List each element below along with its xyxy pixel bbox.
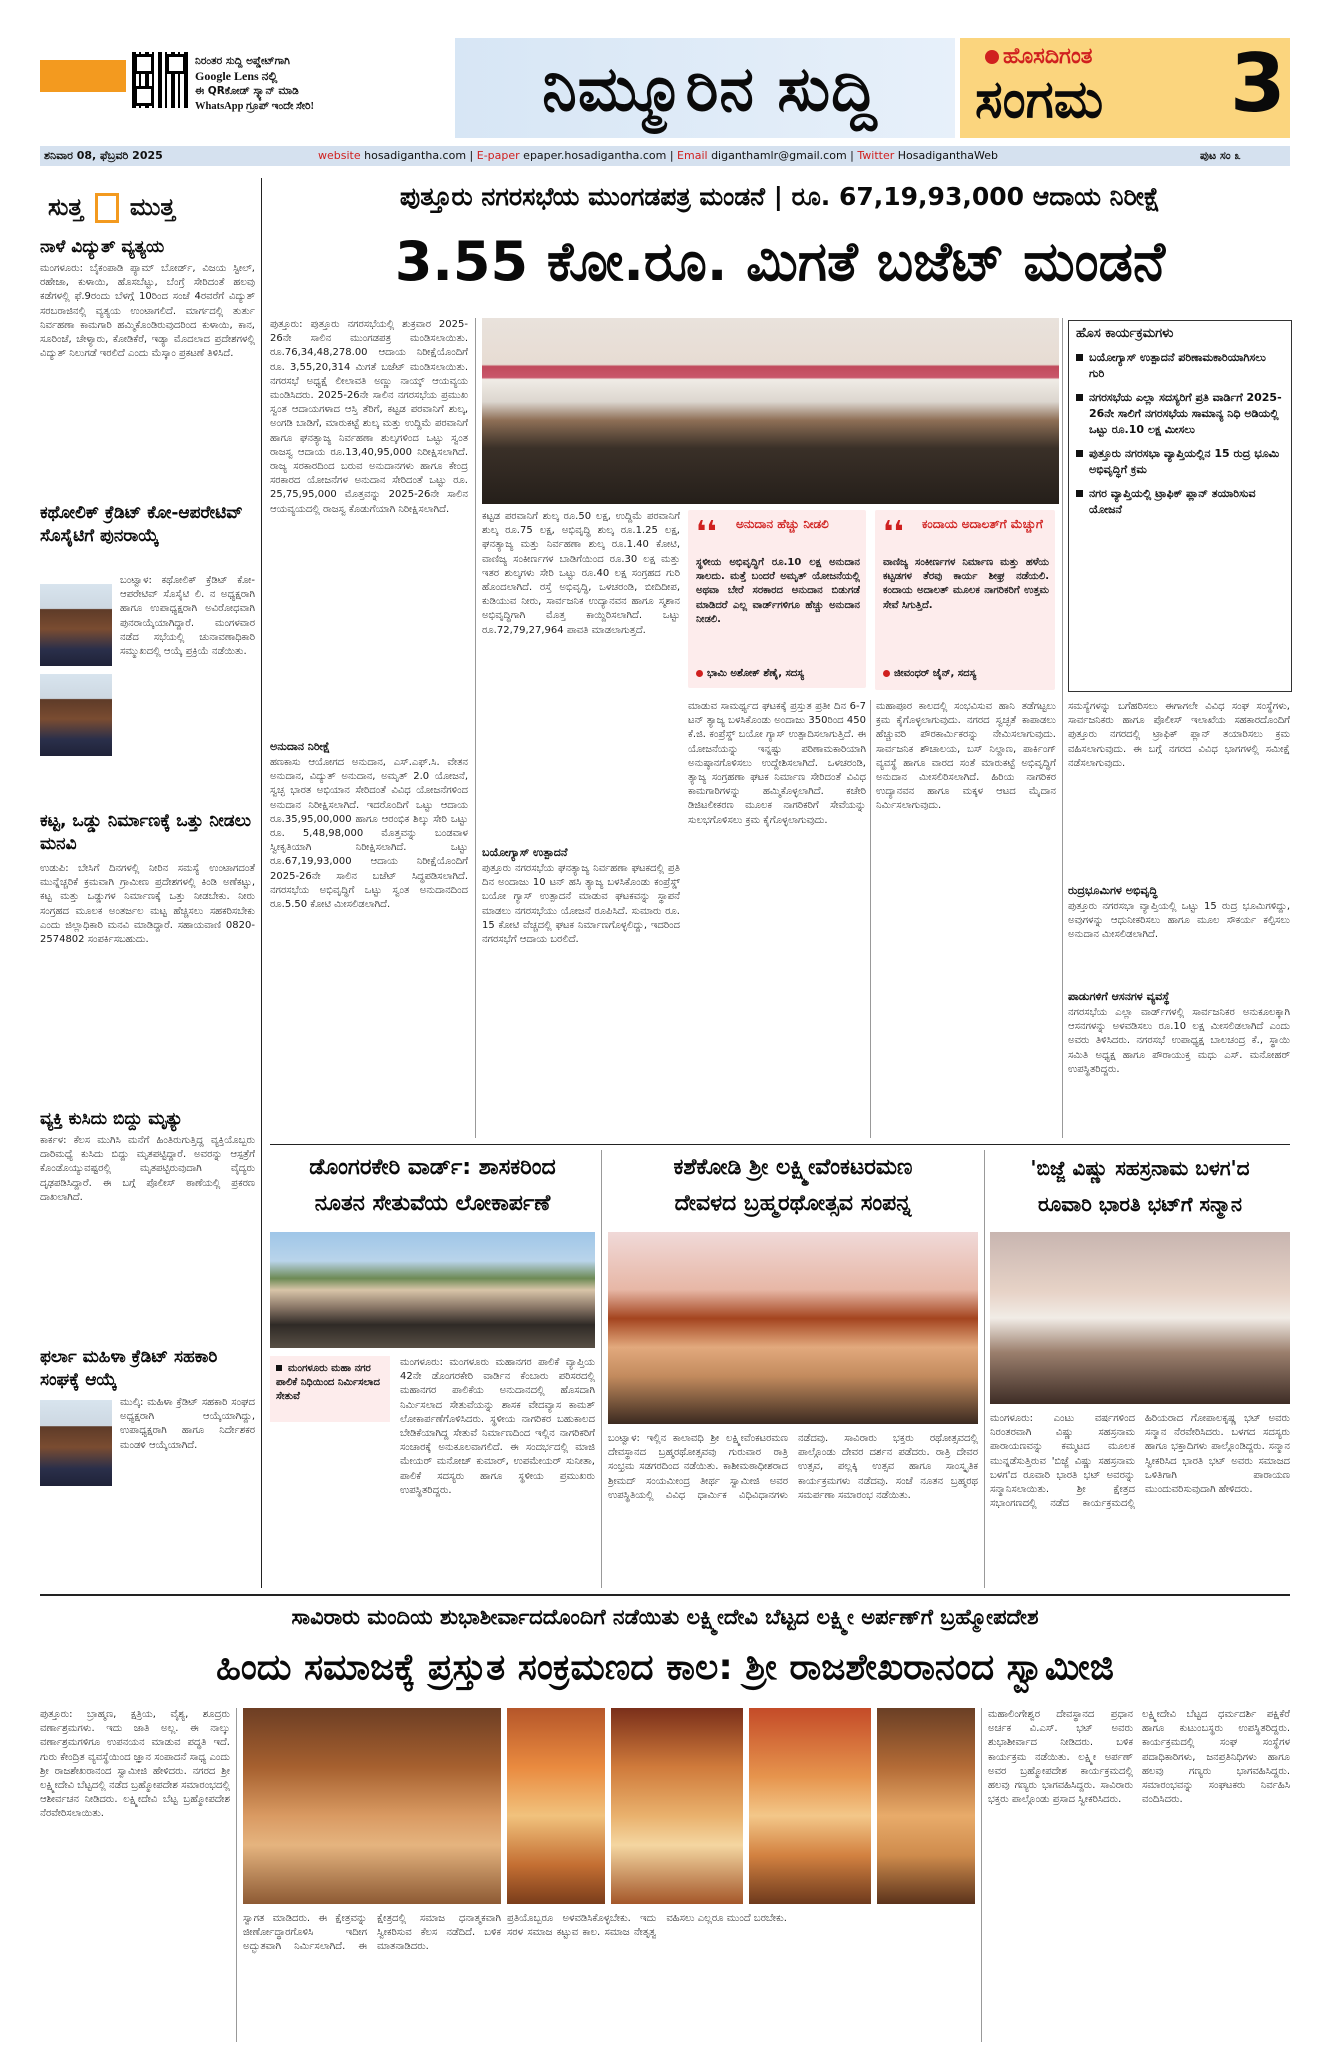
website-label: website [318, 149, 361, 162]
quote-title: ಕಂದಾಯ ಅದಾಲತ್‌ಗೆ ಮೆಚ್ಚುಗೆ [922, 517, 1043, 531]
sidebar-story-heading: ನಾಳೆ ವಿದ್ಯುತ್ ವ್ಯತ್ಯಯ [40, 237, 165, 257]
sidebar-title-part: ಮು [129, 193, 161, 221]
brand-logo [985, 44, 1092, 69]
temple-festival-photo [608, 1232, 978, 1424]
bottom-kicker: ಸಾವಿರಾರು ಮಂದಿಯ ಶುಭಾಶೀರ್ವಾದದೊಂದಿಗೆ ನಡೆಯಿತು ಲಕ್ಷ್ಮೀದೇವಿ ಬೆಟ್ಟದ ಲಕ್ಷ್ಮೀ ಅರ್ಪಣ್‌ಗೆ ಬ್ರಹ್ಮೋಪದೇಶ [291, 1605, 1039, 1629]
email-link[interactable]: diganthamlr@gmail.com [711, 149, 847, 162]
story-body: ಸ್ವಾಗತ ಮಾಡಿದರು. ಈ ಕ್ಷೇತ್ರವನ್ನು ಜೀರ್ಣೋದ್ಧಾರಗೊಳಿಸಿ ಇದೀಗ ಅದ್ಭುತವಾಗಿ ನಿರ್ಮಿಸಲಾಗಿದೆ. ಈ ಕ್ಷೇತ್ರದಲ್ಲಿ ಸಮಾಜ ಧನಾತ್ಮಕವಾಗಿ ಸ್ವೀಕರಿಸುವ ಕೆಲಸ ನಡೆದಿದೆ. ಬಳಿಕ ಮಾತನಾಡಿದರು. [243, 1913, 501, 1953]
lead-body: ಹಣಕಾಸು ಆಯೋಗದ ಅನುದಾನ, ಎಸ್.ಎಫ್.ಸಿ. ವೇತನ ಅನುದಾನ, ವಿದ್ಯುತ್ ಅನುದಾನ, ಅಮೃತ್ 2.0 ಯೋಜನೆ, ಸ್ವಚ್ಛ ಭಾರತ ಅಭಿಯಾನ ಸೇರಿದಂತೆ ವಿವಿಧ ಯೋಜನೆಗಳಿಂದ ಅನುದಾನ ನಿರೀಕ್ಷಿಸಲಾಗಿದೆ. ಇದರೊಂದಿಗೆ ಒಟ್ಟು ಆದಾಯ ರೂ.35,95,00,000 ಹಾಗೂ ಆರಂಭಿಕ ಶಿಲ್ಕು ಸೇರಿ ಒಟ್ಟು ರೂ. 5,48,98,000 ಮೊತ್ತವನ್ನು ಬಂಡವಾಳ ಸ್ವೀಕೃತಿಯಾಗಿ ನಿರೀಕ್ಷಿಸಲಾಗಿದೆ. ಒಟ್ಟು ರೂ.67,19,93,000 ಆದಾಯ ನಿರೀಕ್ಷೆಯೊಂದಿಗೆ 2025-26ನೇ ಸಾಲಿನ ಬಜೆಟ್ ಸಿದ್ಧಪಡಿಸಲಾಗಿದೆ. ನಗರಸಭೆಯ ಅಭಿವೃದ್ಧಿಗೆ ಒಟ್ಟು ಸ್ವಂತ ಅನುದಾನದಿಂದ ರೂ.5.50 ಕೋಟಿ ಮೀಸಲಿಡಲಾಗಿದೆ. [270, 757, 468, 911]
bullet-icon [1076, 394, 1083, 401]
twitter-label: Twitter [857, 149, 895, 162]
story-headline-line: ದೇವಳದ ಬ್ರಹ್ಮರಥೋತ್ಸವ ಸಂಪನ್ನ [674, 1191, 912, 1216]
ceremony-photo [507, 1708, 605, 1904]
story-body [270, 1430, 390, 1578]
sidebar-story-heading: ಫರ್ಲಾ ಮಹಿಳಾ ಕ್ರೆಡಿಟ್ ಸಹಕಾರಿ ಸಂಘಕ್ಕೆ ಆಯ್ಕೆ [40, 1347, 218, 1390]
highlight-item [1076, 446, 1284, 478]
ceremony-photo [243, 1708, 501, 1904]
bullet-icon [276, 1365, 282, 1371]
column-divider [984, 1150, 985, 1588]
page-title: ನಿಮ್ಮೂರಿನ ಸುದ್ದಿ [542, 52, 878, 125]
lead-body: ಪುತ್ತೂರು ನಗರಸಭೆಯ ಘನತ್ಯಾಜ್ಯ ನಿರ್ವಹಣಾ ಘಟಕದಲ್ಲಿ ಪ್ರತಿ ದಿನ ಅಂದಾಜು 10 ಟನ್ ಹಸಿ ತ್ಯಾಜ್ಯ ಬಳಸಿಕೊಂಡು ಕಂಪ್ರೆಸ್ಡ್ ಬಯೋ ಗ್ಯಾಸ್ ಉತ್ಪಾದನೆ ಮಾಡುವ ಘಟಕವನ್ನು ಸ್ಥಾಪನೆ ಮಾಡಲು ನಗರಸಭೆಯು ಯೋಜನೆ ರೂಪಿಸಿದೆ. ಸುಮಾರು ರೂ. 15 ಕೋಟಿ ವೆಚ್ಚದಲ್ಲಿ ಘಟಕ ನಿರ್ಮಾಣಗೊಳ್ಳಲಿದ್ದು, ಇದರಿಂದ ನಗರಸಭೆಗೆ ಆದಾಯ ಬರಲಿದೆ. [482, 863, 680, 946]
highlight-item [1076, 390, 1284, 438]
highlights-title: ಹೊಸ ಕಾರ್ಯಕ್ರಮಗಳು [1076, 326, 1174, 341]
masthead-accent-block [40, 60, 126, 92]
sidebar-story-body: ಬಂಟ್ವಾಳ: ಕಥೋಲಿಕ್ ಕ್ರೆಡಿಟ್ ಕೋ-ಆಪರೇಟಿವ್ ಸೊಸೈಟಿ ಲಿ. ನ ಅಧ್ಯಕ್ಷರಾಗಿ ಹಾಗೂ ಉಪಾಧ್ಯಕ್ಷರಾಗಿ ಅವಿರೋಧವಾಗಿ ಪುನರಾಯ್ಕೆಯಾಗಿದ್ದಾರೆ. ಮಂಗಳವಾರ ನಡೆದ ಸಭೆಯಲ್ಲಿ ಚುನಾವಣಾಧಿಕಾರಿ ಸಮ್ಮುಖದಲ್ಲಿ ಆಯ್ಕೆ ಪ್ರಕ್ರಿಯೆ ನಡೆಯಿತು. [120, 575, 255, 658]
epaper-label: E-paper [476, 149, 520, 162]
quote-body: ವಾಣಿಜ್ಯ ಸಂಕೀರ್ಣಗಳ ನಿರ್ಮಾಣ ಮತ್ತು ಹಳೆಯ ಕಟ್ಟಡಗಳ ತೆರವು ಕಾರ್ಯ ಶೀಘ್ರ ನಡೆಯಲಿ. ಕಂದಾಯ ಅದಾಲತ್ ಮೂಲಕ ನಾಗರಿಕರಿಗೆ ಉತ್ತಮ ಸೇವೆ ಸಿಗುತ್ತಿದೆ. [883, 557, 1049, 611]
highlight-text: ಬಯೋಗ್ಯಾಸ್ ಉತ್ಪಾದನೆ ಪರಿಣಾಮಕಾರಿಯಾಗಿಸಲು ಗುರಿ [1089, 351, 1266, 380]
story-headline-line: 'ಬಿಜ್ಜೆ ವಿಷ್ಣು ಸಹಸ್ರನಾಮ ಬಳಗ'ದ [1030, 1156, 1250, 1180]
sidebar-title-part: ತ್ತ [160, 193, 176, 221]
story-body: ಬಂಟ್ವಾಳ: ಇಲ್ಲಿನ ಕಾಲಾವಧಿ ಶ್ರೀ ಲಕ್ಷ್ಮೀವೆಂಕಟರಮಣ ದೇವಸ್ಥಾನದ ಬ್ರಹ್ಮರಥೋತ್ಸವವು ಗುರುವಾರ ರಾತ್ರಿ ಸಂಭ್ರಮ ಸಡಗರದಿಂದ ನಡೆಯಿತು. ಕಾಶೀಮಠಾಧೀಶರಾದ ಶ್ರೀಮದ್ ಸಂಯಮೀಂದ್ರ ತೀರ್ಥ ಸ್ವಾಮೀಜಿ ಅವರ ಉಪಸ್ಥಿತಿಯಲ್ಲಿ ವಿವಿಧ ಧಾರ್ಮಿಕ ವಿಧಿವಿಧಾನಗಳು ನಡೆದವು. ಸಾವಿರಾರು ಭಕ್ತರು ರಥೋತ್ಸವದಲ್ಲಿ ಪಾಲ್ಗೊಂಡು ದೇವರ ದರ್ಶನ ಪಡೆದರು. ರಾತ್ರಿ ದೇವರ ಉತ್ಸವ, ಪಲ್ಲಕ್ಕಿ ಉತ್ಸವ ಹಾಗೂ ಸಾಂಸ್ಕೃತಿಕ ಕಾರ್ಯಕ್ರಮಗಳು ನಡೆದವು. ಸಂಜೆ ನೂತನ ಬ್ರಹ್ಮರಥ ಸಮರ್ಪಣಾ ಸಮಾರಂಭ ನಡೆಯಿತು. [608, 1433, 978, 1501]
sidebar-story-body: ಕಾರ್ಕಳ: ಕೆಲಸ ಮುಗಿಸಿ ಮನೆಗೆ ಹಿಂತಿರುಗುತ್ತಿದ್ದ ವ್ಯಕ್ತಿಯೊಬ್ಬರು ದಾರಿಮಧ್ಯೆ ಕುಸಿದು ಬಿದ್ದು ಮೃತಪಟ್ಟಿದ್ದಾರೆ. ಅವರನ್ನು ಆಸ್ಪತ್ರೆಗೆ ಕೊಂಡೊಯ್ಯುವಷ್ಟರಲ್ಲಿ ಮೃತಪಟ್ಟಿರುವುದಾಗಿ ವೈದ್ಯರು ದೃಢಪಡಿಸಿದ್ದಾರೆ. ಈ ಬಗ್ಗೆ ಪೊಲೀಸ್ ಠಾಣೆಯಲ್ಲಿ ಪ್ರಕರಣ ದಾಖಲಾಗಿದೆ. [40, 1135, 255, 1203]
quote-icon: ❛❛ [696, 515, 717, 550]
email-label: Email [677, 149, 708, 162]
felicitation-photo [990, 1232, 1290, 1404]
quote-title: ಅನುದಾನ ಹೆಚ್ಚು ನೀಡಲಿ [736, 517, 829, 531]
bullet-icon [1076, 354, 1083, 361]
lead-body: ಸಮಸ್ಯೆಗಳನ್ನು ಬಗೆಹರಿಸಲು ಈಗಾಗಲೇ ವಿವಿಧ ಸಂಘ ಸಂಸ್ಥೆಗಳು, ಸಾರ್ವಜನಿಕರು ಹಾಗೂ ಪೊಲೀಸ್ ಇಲಾಖೆಯ ಸಹಕಾರದೊಂದಿಗೆ ಪುತ್ತೂರು ನಗರದಲ್ಲಿ ಟ್ರಾಫಿಕ್ ಪ್ಲಾನ್ ತಯಾರಿಸಲು ಕ್ರಮ ವಹಿಸಲಾಗುವುದು. ಈ ಬಗ್ಗೆ ನಗರದ ವಿವಿಧ ಭಾಗಗಳಲ್ಲಿ ಸಮೀಕ್ಷೆ ನಡೆಸಲಾಗುವುದು. [1068, 701, 1290, 769]
lead-subheading: ಅನುದಾನ ನಿರೀಕ್ಷೆ [270, 740, 330, 753]
photo-caption-text: ಮಂಗಳೂರು ಮಹಾ ನಗರ ಪಾಲಿಕೆ ನಿಧಿಯಿಂದ ನಿರ್ಮಿಸಲಾದ ಸೇತುವೆ [276, 1363, 380, 1402]
brand-name: ಹೊಸದಿಗಂತ [1003, 44, 1093, 69]
sidebar-story-heading: ಕಥೋಲಿಕ್ ಕ್ರೆಡಿಟ್ ಕೋ-ಆಪರೇಟಿವ್ ಸೊಸೈಟಿಗೆ ಪುನರಾಯ್ಕೆ [40, 503, 243, 546]
column-divider [601, 1150, 602, 1588]
person-photo [40, 1400, 112, 1486]
bullet-icon [883, 670, 890, 677]
lead-kicker: ಪುತ್ತೂರು ನಗರಸಭೆಯ ಮುಂಗಡಪತ್ರ ಮಂಡನೆ | ರೂ. 67,19,93,000 ಆದಾಯ ನಿರೀಕ್ಷೆ [399, 182, 1161, 211]
ceremony-photo [877, 1708, 975, 1904]
story-headline [270, 1150, 595, 1222]
council-meeting-photo [482, 318, 1059, 504]
ceremony-photo [611, 1708, 743, 1904]
story-body: ಪುತ್ತೂರು: ಬ್ರಾಹ್ಮಣ, ಕ್ಷತ್ರಿಯ, ವೈಶ್ಯ, ಶೂದ್ರರು ವರ್ಣಾಶ್ರಮಗಳು. ಇದು ಜಾತಿ ಅಲ್ಲ. ಈ ನಾಲ್ಕು ವರ್ಣಾಶ್ರಮಗಳಿಗೂ ಉಪನಯನ ಮಾಡುವ ಪದ್ಧತಿ ಇದೆ. ಗುರು ಕೇಂದ್ರಿತ ವ್ಯವಸ್ಥೆಯಿಂದ ಜ್ಞಾನ ಸಂಪಾದನೆ ಸಾಧ್ಯ ಎಂದು ಶ್ರೀ ರಾಜಶೇಖರಾನಂದ ಸ್ವಾಮೀಜಿ ಹೇಳಿದರು. ನಗರದ ಶ್ರೀ ಲಕ್ಷ್ಮೀದೇವಿ ಬೆಟ್ಟದಲ್ಲಿ ನಡೆದ ಬ್ರಹ್ಮೋಪದೇಶ ಸಮಾರಂಭದಲ್ಲಿ ಆಶೀರ್ವಚನ ನೀಡಿದರು. ಲಕ್ಷ್ಮೀದೇವಿ ಬೆಟ್ಟ ಬ್ರಹ್ಮೋಪದೇಶ ನೆರವೇರಿಸಲಾಯಿತು. [40, 1709, 230, 1820]
quote-author [883, 668, 976, 679]
twitter-link[interactable]: HosadiganthaWeb [897, 149, 998, 162]
sidebar-story-body: ಮಂಗಳೂರು: ಬೈಕಂಪಾಡಿ ಪ್ಯಾಮ್ ಬೋರ್ಡ್, ವಿಜಯ ಸ್ಟೀಲ್, ರಹೇಜಾ, ಕುಳಾಯಿ, ಹೊಸಬೆಟ್ಟು, ಬೆಂಗ್ರೆ ಸೇರಿದಂತೆ ಹಲವು ಕಡೆಗಳಲ್ಲಿ ಫೆ.9ರಂದು ಬೆಳಗ್ಗೆ 10ರಿಂದ ಸಂಜೆ 4ರವರೆಗೆ ವಿದ್ಯುತ್ ಸರಬರಾಜಿನಲ್ಲಿ ವ್ಯತ್ಯಯ ಉಂಟಾಗಲಿದೆ. ಮಾರ್ಗದಲ್ಲಿ ತುರ್ತು ನಿರ್ವಹಣಾ ಕಾಮಗಾರಿ ಹಮ್ಮಿಕೊಂಡಿರುವುದರಿಂದ ಕುಳಾಯಿ, ಕಾನ, ಸೂರಿಂಜೆ, ಚೇಳ್ಯಾರು, ಕೋಡಿಕೆರೆ, ಇಡ್ಯಾ ಮೊದಲಾದ ಪ್ರದೇಶಗಳಲ್ಲಿ ವಿದ್ಯುತ್ ನಿಲುಗಡೆ ಇರಲಿದೆ ಎಂದು ಮೆಸ್ಕಾಂ ಪ್ರಕಟಣೆ ತಿಳಿಸಿದೆ. [40, 263, 255, 360]
qr-caption-line: WhatsApp ಗ್ರೂಪ್ ಇಂದೇ ಸೇರಿ! [195, 101, 315, 112]
ceremony-photo [749, 1708, 871, 1904]
bullet-icon [1076, 490, 1083, 497]
column-divider [870, 700, 871, 1138]
sidebar-story-heading: ಕಟ್ಟ, ಒಡ್ಡು ನಿರ್ಮಾಣಕ್ಕೆ ಒತ್ತು ನೀಡಲು ಮನವಿ [40, 811, 251, 854]
contact-line: website hosadigantha.com | E-paper epaper.hosadigantha.com | Email diganthamlr@gmail.com | Twitter HosadiganthaWeb [318, 149, 998, 162]
person-photo [40, 674, 112, 756]
lead-body: ಪುತ್ತೂರು: ಪುತ್ತೂರು ನಗರಸಭೆಯಲ್ಲಿ ಶುಕ್ರವಾರ 2025-26ನೇ ಸಾಲಿನ ಮುಂಗಡಪತ್ರ ಮಂಡಿಸಲಾಯಿತು. ರೂ.76,34,48,278.00 ಆದಾಯ ನಿರೀಕ್ಷೆಯೊಂದಿಗೆ ರೂ. 3,55,20,314 ಮಿಗತೆ ಬಜೆಟ್ ಮಂಡಿಸಲಾಯಿತು. ನಗರಸಭೆ ಅಧ್ಯಕ್ಷೆ ಲೀಲಾವತಿ ಅಣ್ಣು ನಾಯ್ಕ್ ಆಯವ್ಯಯ ಮಂಡಿಸಿದರು. 2025-26ನೇ ಸಾಲಿನ ನಗರಸಭೆಯ ಪ್ರಮುಖ ಸ್ವಂತ ಆದಾಯಗಳಾದ ಆಸ್ತಿ ತೆರಿಗೆ, ಕಟ್ಟಡ ಪರವಾನಿಗೆ ಶುಲ್ಕ, ಅಂಗಡಿ ಬಾಡಿಗೆ, ಮಾರುಕಟ್ಟೆ ಶುಲ್ಕ ಮತ್ತು ಉದ್ದಿಮೆ ಪರವಾನಿಗೆ ಹಾಗೂ ಘನತ್ಯಾಜ್ಯ ನಿರ್ವಹಣಾ ಶುಲ್ಕಗಳಿಂದ ಒಟ್ಟು ಸ್ವಂತ ರಾಜಸ್ವ ಆದಾಯ ರೂ.13,40,95,000 ನಿರೀಕ್ಷಿಸಲಾಗಿದೆ. ರಾಜ್ಯ ಸರಕಾರದಿಂದ ಬರುವ ಅನುದಾನಗಳು ಹಾಗೂ ಕೇಂದ್ರ ಸರಕಾರದ ಯೋಜನೆಗಳ ಅನುದಾನ ಸೇರಿದಂತೆ ಒಟ್ಟು ರೂ. 25,75,95,000 ಮೊತ್ತವನ್ನು 2025-26ನೇ ಸಾಲಿನ ಆಯವ್ಯಯದಲ್ಲಿ ರಾಜಸ್ವ ಕೊಡುಗೆಯಾಗಿ ನಿರೀಕ್ಷಿಸಲಾಗಿದೆ. [270, 319, 468, 515]
story-body: ಮಂಗಳೂರು: ಮಂಗಳೂರು ಮಹಾನಗರ ಪಾಲಿಕೆ ವ್ಯಾಪ್ತಿಯ 42ನೇ ಡೊಂಗರಕೇರಿ ವಾರ್ಡಿನ ಕೆಂಬಾರು ಪರಿಸರದಲ್ಲಿ ಮಹಾನಗರ ಪಾಲಿಕೆಯ ಅನುದಾನದಲ್ಲಿ ಹೊಸದಾಗಿ ನಿರ್ಮಿಸಲಾದ ಸೇತುವೆಯನ್ನು ಶಾಸಕ ವೇದವ್ಯಾಸ ಕಾಮತ್ ಲೋಕಾರ್ಪಣೆಗೊಳಿಸಿದರು. ಸ್ಥಳೀಯ ನಾಗರಿಕರ ಬಹುಕಾಲದ ಬೇಡಿಕೆಯಾಗಿದ್ದ ಸೇತುವೆ ನಿರ್ಮಾಣದಿಂದ ಇಲ್ಲಿನ ನಾಗರಿಕರಿಗೆ ಸಂಚಾರಕ್ಕೆ ಅನುಕೂಲವಾಗಲಿದೆ. ಈ ಸಂದರ್ಭದಲ್ಲಿ ಮಾಜಿ ಮೇಯರ್ ಮನೋಜ್ ಕುಮಾರ್, ಉಪಮೇಯರ್ ಸುನೀತಾ, ಪಾಲಿಕೆ ಸದಸ್ಯರು ಹಾಗೂ ಸ್ಥಳೀಯ ಪ್ರಮುಖರು ಉಪಸ್ಥಿತರಿದ್ದರು. [400, 1357, 595, 1496]
story-headline [608, 1150, 978, 1222]
lead-body: ಮಾಡುವ ಸಾಮರ್ಥ್ಯದ ಘಟಕಕ್ಕೆ ಪ್ರಸ್ತುತ ಪ್ರತೀ ದಿನ 6-7 ಟನ್ ತ್ಯಾಜ್ಯ ಬಳಸಿಕೊಂಡು ಅಂದಾಜು 350ರಿಂದ 450 ಕೆ.ಜಿ. ಕಂಪ್ರೆಸ್ಡ್ ಬಯೋ ಗ್ಯಾಸ್ ಉತ್ಪಾದಿಸಲಾಗುತ್ತಿದೆ. ಈ ಯೋಜನೆಯನ್ನು ಇನ್ನಷ್ಟು ಪರಿಣಾಮಕಾರಿಯಾಗಿ ಅನುಷ್ಠಾನಗೊಳಿಸಲು ಉದ್ದೇಶಿಸಲಾಗಿದೆ. ಒಳಚರಂಡಿ, ತ್ಯಾಜ್ಯ ಸಂಗ್ರಹಣಾ ಘಟಕ ನಿರ್ಮಾಣ ಸೇರಿದಂತೆ ವಿವಿಧ ಕಾಮಗಾರಿಗಳನ್ನು ಹಮ್ಮಿಕೊಳ್ಳಲಾಗಿದೆ. ಕಚೇರಿ ಡಿಜಿಟಲೀಕರಣ ಮೂಲಕ ನಾಗರಿಕರಿಗೆ ಸೇವೆಯನ್ನು ಸುಲಭಗೊಳಿಸಲು ಕ್ರಮ ಕೈಗೊಳ್ಳಲಾಗುವುದು. [688, 701, 866, 826]
highlight-text: ಪುತ್ತೂರು ನಗರಸಭಾ ವ್ಯಾಪ್ತಿಯಲ್ಲಿನ 15 ರುದ್ರ ಭೂಮಿ ಅಭಿವೃದ್ಧಿಗೆ ಕ್ರಮ [1089, 447, 1280, 476]
qr-caption-line: ಈ QRಕೋಡ್ ಸ್ಕ್ಯಾನ್ ಮಾಡಿ [195, 85, 299, 97]
story-headline-line: ನೂತನ ಸೇತುವೆಯ ಲೋಕಾರ್ಪಣೆ [314, 1191, 551, 1216]
lead-subheading: ಪಾಡುಗಳಿಗೆ ಆಸನಗಳ ವ್ಯವಸ್ಥೆ [1068, 990, 1170, 1003]
highlight-text: ನಗರಸಭೆಯ ಎಲ್ಲಾ ಸದಸ್ಯರಿಗೆ ಪ್ರತಿ ವಾರ್ಡಿಗೆ 2025-26ನೇ ಸಾಲಿಗೆ ನಗರಸಭೆಯ ಸಾಮಾನ್ಯ ನಿಧಿ ಅಡಿಯಲ್ಲಿ ಒಟ್ಟು ರೂ.10 ಲಕ್ಷ ಮೀಸಲು [1089, 391, 1282, 436]
person-photo [40, 584, 112, 666]
column-divider [475, 318, 476, 1138]
highlight-item [1076, 350, 1284, 382]
lead-body: ಮಹಾಪೂರ ಕಾಲದಲ್ಲಿ ಸಂಭವಿಸುವ ಹಾನಿ ತಡೆಗಟ್ಟಲು ಕ್ರಮ ಕೈಗೊಳ್ಳಲಾಗುವುದು. ನಗರದ ಸ್ವಚ್ಛತೆ ಕಾಪಾಡಲು ಹೆಚ್ಚುವರಿ ಪೌರಕಾರ್ಮಿಕರನ್ನು ನೇಮಿಸಲಾಗುವುದು. ಸಾರ್ವಜನಿಕ ಶೌಚಾಲಯ, ಬಸ್ ನಿಲ್ದಾಣ, ಪಾರ್ಕಿಂಗ್ ವ್ಯವಸ್ಥೆ ಹಾಗೂ ವಾರದ ಸಂತೆ ಮಾರುಕಟ್ಟೆ ಅಭಿವೃದ್ಧಿಗೆ ಅನುದಾನ ಮೀಸಲಿರಿಸಲಾಗಿದೆ. ಹಿರಿಯ ನಾಗರಿಕರ ಉದ್ಯಾನವನ ಹಾಗೂ ಮಕ್ಕಳ ಆಟದ ಮೈದಾನ ನಿರ್ಮಿಸಲಾಗುವುದು. [876, 701, 1056, 812]
column-divider [261, 178, 262, 1588]
story-headline [990, 1150, 1290, 1222]
sidebar-title [48, 190, 248, 224]
epaper-link[interactable]: epaper.hosadigantha.com [523, 149, 667, 162]
book-icon [95, 193, 119, 223]
lead-body: ಪುತ್ತೂರು ನಗರಸಭಾ ವ್ಯಾಪ್ತಿಯಲ್ಲಿ ಒಟ್ಟು 15 ರುದ್ರ ಭೂಮಿಗಳಿದ್ದು, ಅವುಗಳನ್ನು ಆಧುನೀಕರಿಸಲು ಹಾಗೂ ಮೂಲ ಸೌಕರ್ಯ ಕಲ್ಪಿಸಲು ಅನುದಾನ ಮೀಸಲಿಡಲಾಗಿದೆ. [1068, 901, 1290, 941]
bottom-headline: ಹಿಂದು ಸಮಾಜಕ್ಕೆ ಪ್ರಸ್ತುತ ಸಂಕ್ರಮಣದ ಕಾಲ: ಶ್ರೀ ರಾಜಶೇಖರಾನಂದ ಸ್ವಾಮೀಜಿ [216, 1647, 1114, 1688]
highlights-list [1076, 350, 1284, 526]
page-tag: ಪುಟ ಸಂ ೩ [1200, 149, 1241, 162]
sidebar-title-part: ತ್ತ [68, 193, 84, 221]
quote-author-name: ಭಾಮಿ ಅಶೋಕ್ ಶೆಣೈ, ಸದಸ್ಯ [707, 668, 804, 679]
section-divider [40, 1594, 1290, 1596]
sidebar-story-body: ಮುಲ್ಕಿ: ಮಹಿಳಾ ಕ್ರೆಡಿಟ್ ಸಹಕಾರಿ ಸಂಘದ ಅಧ್ಯಕ್ಷರಾಗಿ ಆಯ್ಕೆಯಾಗಿದ್ದು, ಉಪಾಧ್ಯಕ್ಷರಾಗಿ ಹಾಗೂ ನಿರ್ದೇಶಕರ ಮಂಡಳಿ ಆಯ್ಕೆಯಾಗಿದೆ. [120, 1397, 255, 1451]
story-headline-line: ಡೊಂಗರಕೇರಿ ವಾರ್ಡ್: ಶಾಸಕರಿಂದ [309, 1155, 556, 1180]
lead-body: ನಗರಸಭೆಯ ಎಲ್ಲಾ ವಾರ್ಡ್‌ಗಳಲ್ಲಿ ಸಾರ್ವಜನಿಕರ ಅನುಕೂಲಕ್ಕಾಗಿ ಆಸನಗಳನ್ನು ಅಳವಡಿಸಲು ರೂ.10 ಲಕ್ಷ ಮೀಸಲಿಡಲಾಗಿದೆ ಎಂದು ಅವರು ತಿಳಿಸಿದರು. ನಗರಸಭೆ ಉಪಾಧ್ಯಕ್ಷ ಬಾಲಚಂದ್ರ ಕೆ., ಸ್ಥಾಯಿ ಸಮಿತಿ ಅಧ್ಯಕ್ಷ ಹಾಗೂ ಪೌರಾಯುಕ್ತ ಮಧು ಎಸ್. ಮನೋಹರ್ ಉಪಸ್ಥಿತರಿದ್ದರು. [1068, 1007, 1290, 1075]
qr-code[interactable] [132, 52, 188, 108]
story-body: ಪ್ರತಿಯೊಬ್ಬರೂ ಅಳವಡಿಸಿಕೊಳ್ಳಬೇಕು. ಇದು ಸರಳ ಸಮಾಜ ಕಟ್ಟುವ ಕಾಲ. ಸಮಾಜ ನೇತೃತ್ವ ವಹಿಸಲು ಎಲ್ಲರೂ ಮುಂದೆ ಬರಬೇಕು. [507, 1913, 787, 1939]
column-divider [236, 1708, 237, 2042]
masthead [0, 0, 1339, 162]
lead-subheading: ಬಯೋಗ್ಯಾಸ್ ಉತ್ಪಾದನೆ [482, 846, 568, 859]
bullet-icon [696, 670, 703, 677]
story-body: ಮಹಾಲಿಂಗೇಶ್ವರ ದೇವಸ್ಥಾನದ ಪ್ರಧಾನ ಅರ್ಚಕ ವಿ.ಎಸ್. ಭಟ್ ಅವರು ಶುಭಾಶೀರ್ವಾದ ನೀಡಿದರು. ಬಳಿಕ ಕಾರ್ಯಕ್ರಮ ನಡೆಯಿತು. ಲಕ್ಷ್ಮೀ ಅರ್ಪಣ್ ಅವರ ಬ್ರಹ್ಮೋಪದೇಶ ಕಾರ್ಯಕ್ರಮದಲ್ಲಿ ಹಲವು ಗಣ್ಯರು ಭಾಗವಹಿಸಿದ್ದರು. ಸಾವಿರಾರು ಭಕ್ತರು ಪಾಲ್ಗೊಂಡು ಪ್ರಸಾದ ಸ್ವೀಕರಿಸಿದರು. [988, 1709, 1133, 1806]
section-divider [270, 1144, 1290, 1145]
sun-icon [985, 50, 999, 64]
sidebar-story-heading: ವ್ಯಕ್ತಿ ಕುಸಿದು ಬಿದ್ದು ಮೃತ್ಯು [40, 1109, 184, 1129]
qr-caption [195, 54, 405, 114]
highlight-text: ನಗರ ವ್ಯಾಪ್ತಿಯಲ್ಲಿ ಟ್ರಾಫಿಕ್ ಪ್ಲಾನ್ ತಯಾರಿಸುವ ಯೋಜನೆ [1089, 487, 1256, 516]
quote-author [696, 668, 804, 679]
story-body: ಮಂಗಳೂರು: ಎಂಟು ವರ್ಷಗಳಿಂದ ನಿರಂತರವಾಗಿ ವಿಷ್ಣು ಸಹಸ್ರನಾಮ ಪಾರಾಯಣವನ್ನು ಕಮ್ಮಟದ ಮೂಲಕ ಮುನ್ನಡೆಸುತ್ತಿರುವ 'ಬಿಜ್ಜೆ ವಿಷ್ಣು ಸಹಸ್ರನಾಮ ಬಳಗ'ದ ರೂವಾರಿ ಭಾರತಿ ಭಟ್ ಅವರನ್ನು ಸನ್ಮಾನಿಸಲಾಯಿತು. ಶ್ರೀ ಕ್ಷೇತ್ರದ ಸಭಾಂಗಣದಲ್ಲಿ ನಡೆದ ಕಾರ್ಯಕ್ರಮದಲ್ಲಿ ಹಿರಿಯರಾದ ಗೋಪಾಲಕೃಷ್ಣ ಭಟ್ ಅವರು ಸನ್ಮಾನ ನೆರವೇರಿಸಿದರು. ಬಳಗದ ಸದಸ್ಯರು ಹಾಗೂ ಭಕ್ತಾದಿಗಳು ಪಾಲ್ಗೊಂಡಿದ್ದರು. ಸನ್ಮಾನ ಸ್ವೀಕರಿಸಿದ ಭಾರತಿ ಭಟ್ ಅವರು ಸಮಾಜದ ಒಳಿತಿಗಾಗಿ ಪಾರಾಯಣ ಮುಂದುವರಿಸುವುದಾಗಿ ಹೇಳಿದರು. [990, 1413, 1290, 1510]
quote-author-name: ಜೀವಂಧರ್ ಜೈನ್, ಸದಸ್ಯ [894, 668, 977, 679]
photo-caption [276, 1362, 386, 1404]
lead-body: ಕಟ್ಟಡ ಪರವಾನಿಗೆ ಶುಲ್ಕ ರೂ.50 ಲಕ್ಷ, ಉದ್ದಿಮೆ ಪರವಾನಿಗೆ ಶುಲ್ಕ ರೂ.75 ಲಕ್ಷ, ಅಭಿವೃದ್ಧಿ ಶುಲ್ಕ ರೂ.1.25 ಲಕ್ಷ, ಘನತ್ಯಾಜ್ಯ ಮತ್ತು ನಿರ್ವಹಣಾ ಶುಲ್ಕ ರೂ.1.40 ಕೋಟಿ, ವಾಣಿಜ್ಯ ಸಂಕೀರ್ಣಗಳ ಬಾಡಿಗೆಯಿಂದ ರೂ.30 ಲಕ್ಷ ಮತ್ತು ಇತರ ಶುಲ್ಕಗಳು ಸೇರಿ ಒಟ್ಟು ರೂ.40 ಲಕ್ಷ ಸಂಗ್ರಹದ ಗುರಿ ಹೊಂದಲಾಗಿದೆ. ರಸ್ತೆ ಅಭಿವೃದ್ಧಿ, ಒಳಚರಂಡಿ, ಬೀದಿದೀಪ, ಕುಡಿಯುವ ನೀರು, ಸಾರ್ವಜನಿಕ ಉದ್ಯಾನವನ ಹಾಗೂ ಸ್ಮಶಾನ ಅಭಿವೃದ್ಧಿಗಾಗಿ ಮೊತ್ತ ಕಾಯ್ದಿರಿಸಲಾಗಿದೆ. ಒಟ್ಟು ರೂ.72,79,27,964 ಪಾವತಿ ಮಾಡಲಾಗುತ್ತದೆ. [482, 511, 680, 636]
qr-caption-line: Google Lens ನಲ್ಲಿ [195, 69, 278, 83]
quote-icon: ❛❛ [883, 515, 904, 550]
lead-headline: 3.55 ಕೋ.ರೂ. ಮಿಗತೆ ಬಜೆಟ್ ಮಂಡನೆ [394, 230, 1166, 293]
sidebar-story-body: ಉಡುಪಿ: ಬೇಸಿಗೆ ದಿನಗಳಲ್ಲಿ ನೀರಿನ ಸಮಸ್ಯೆ ಉಂಟಾಗದಂತೆ ಮುನ್ನೆಚ್ಚರಿಕೆ ಕ್ರಮವಾಗಿ ಗ್ರಾಮೀಣ ಪ್ರದೇಶಗಳಲ್ಲಿ ಕಿಂಡಿ ಅಣೆಕಟ್ಟು, ಕಟ್ಟ ಮತ್ತು ಒಡ್ಡುಗಳ ನಿರ್ಮಾಣಕ್ಕೆ ಒತ್ತು ನೀಡಬೇಕು. ನೀರು ಸಂಗ್ರಹದ ಮೂಲಕ ಅಂತರ್ಜಲ ಮಟ್ಟ ಹೆಚ್ಚಿಸಲು ಸಹಕರಿಸಬೇಕು ಎಂದು ಜಿಲ್ಲಾಧಿಕಾರಿ ಮನವಿ ಮಾಡಿದ್ದಾರೆ. ಸಹಾಯವಾಣಿ 0820-2574802 ಸಂಪರ್ಕಿಸಬಹುದು. [40, 863, 255, 946]
story-headline-line: ಕಶೆಕೋಡಿ ಶ್ರೀ ಲಕ್ಷ್ಮೀವೆಂಕಟರಮಣ [673, 1155, 913, 1180]
story-body: ಲಕ್ಷ್ಮೀದೇವಿ ಬೆಟ್ಟದ ಧರ್ಮದರ್ಶಿ ಪಕ್ಷಿಕೆರೆ ಹಾಗೂ ಕುಟುಂಬಸ್ಥರು ಉಪಸ್ಥಿತರಿದ್ದರು. ಕಾರ್ಯಕ್ರಮದಲ್ಲಿ ಸಂಘ ಸಂಸ್ಥೆಗಳ ಪದಾಧಿಕಾರಿಗಳು, ಜನಪ್ರತಿನಿಧಿಗಳು ಹಾಗೂ ಹಲವು ಗಣ್ಯರು ಭಾಗವಹಿಸಿದ್ದರು. ಸಮಾರಂಭವನ್ನು ಸಂಘಟಕರು ನಿರ್ವಹಿಸಿ ವಂದಿಸಿದರು. [1142, 1709, 1290, 1806]
page-number: 3 [1230, 37, 1286, 130]
bullet-icon [1076, 450, 1083, 457]
sidebar-title-part: ಸು [48, 193, 69, 221]
highlight-item [1076, 486, 1284, 518]
website-link[interactable]: hosadigantha.com [364, 149, 467, 162]
sidebar [40, 178, 255, 1588]
column-divider [1062, 318, 1063, 1138]
column-divider [981, 1708, 982, 2042]
date-line: ಶನಿವಾರ 08, ಫೆಬ್ರವರಿ 2025 [44, 149, 163, 162]
lead-subheading: ರುದ್ರಭೂಮಿಗಳ ಅಭಿವೃದ್ಧಿ [1068, 884, 1158, 897]
edition-name: ಸಂಗಮ [975, 70, 1104, 130]
quote-body: ಸ್ಥಳೀಯ ಅಭಿವೃದ್ಧಿಗೆ ರೂ.10 ಲಕ್ಷ ಅನುದಾನ ಸಾಲದು. ಮತ್ತೆ ಬಂದರೆ ಅಮೃತ್ ಯೋಜನೆಯಲ್ಲಿ ಅಥವಾ ಬೇರೆ ಸರಕಾರದ ಅನುದಾನ ಬಿಡುಗಡೆ ಮಾಡಿದರೆ ಎಲ್ಲ ವಾರ್ಡ್‌ಗಳಿಗೂ ಹೆಚ್ಚು ಅನುದಾನ ನೀಡಲಿ. [696, 557, 860, 625]
qr-caption-line: ನಿರಂತರ ಸುದ್ದಿ ಅಪ್ಡೇಟ್‌ಗಾಗಿ [195, 55, 290, 67]
story-headline-line: ರೂವಾರಿ ಭಾರತಿ ಭಟ್‌ಗೆ ಸನ್ಮಾನ [1037, 1192, 1243, 1216]
bridge-inauguration-photo [270, 1232, 595, 1348]
